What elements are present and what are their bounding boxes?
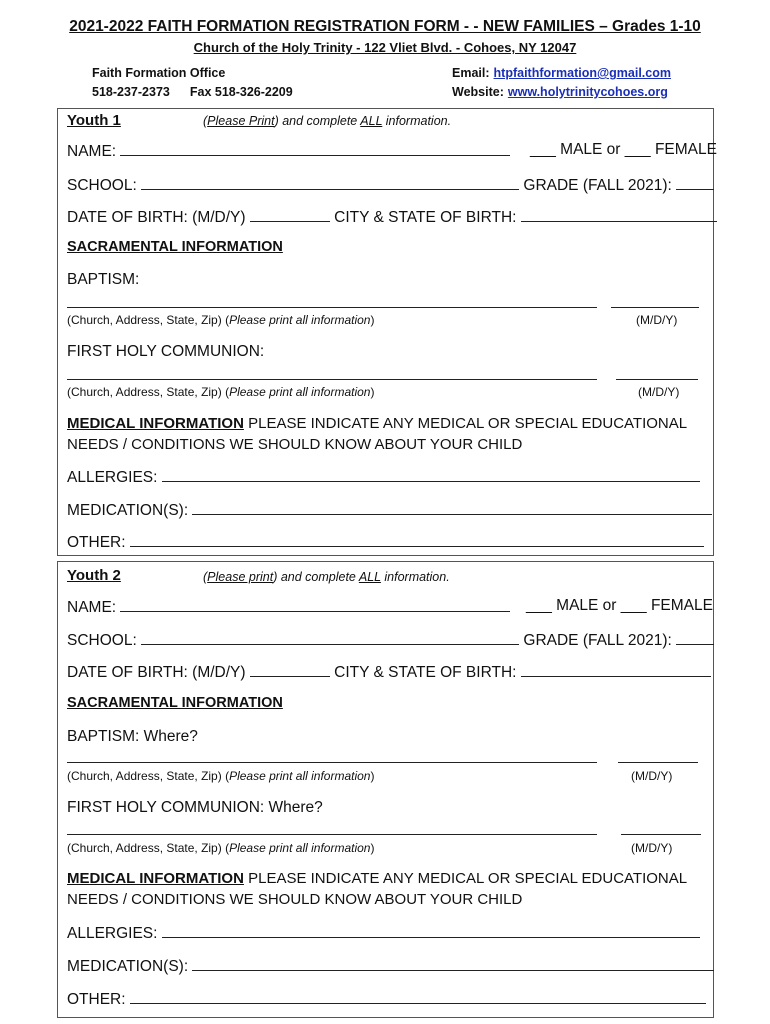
school-field[interactable] (141, 175, 519, 190)
gender-options[interactable]: ___ MALE or ___ FEMALE (526, 597, 713, 614)
communion-date-caption: (M/D/Y) (638, 385, 680, 399)
youth-2-print-note: (Please print) and complete ALL information. (203, 570, 450, 584)
medical-info: MEDICAL INFORMATION PLEASE INDICATE ANY MEDICAL OR SPECIAL EDUCATIONAL NEEDS / CONDITIONS WE SHOULD KNOW ABOUT YOUR CHILD (67, 870, 687, 908)
name-label: NAME: (67, 599, 117, 616)
allergies-field[interactable] (162, 923, 700, 938)
online-contact (452, 64, 671, 102)
youth-2-title: Youth 2 (67, 567, 121, 584)
baptism-label: BAPTISM: (67, 271, 140, 288)
name-label: NAME: (67, 143, 117, 160)
communion-date-field[interactable] (621, 834, 701, 835)
website-link[interactable]: www.holytrinitycohoes.org (507, 85, 668, 99)
communion-label: FIRST HOLY COMMUNION: (67, 343, 265, 360)
baptism-date-caption: (M/D/Y) (631, 769, 673, 783)
youth-1-print-note: (Please Print) and complete ALL information. (203, 114, 452, 128)
grade-label: GRADE (FALL 2021): (523, 177, 672, 194)
school-label: SCHOOL: (67, 632, 137, 649)
other-field[interactable] (130, 989, 706, 1004)
youth-1-title: Youth 1 (67, 112, 121, 129)
medical-info: MEDICAL INFORMATION PLEASE INDICATE ANY MEDICAL OR SPECIAL EDUCATIONAL NEEDS / CONDITIONS WE SHOULD KNOW ABOUT YOUR CHILD (67, 415, 687, 453)
church-address: Church of the Holy Trinity - 122 Vliet Blvd. - Cohoes, NY 12047 (193, 40, 577, 55)
form-title: 2021-2022 FAITH FORMATION REGISTRATION FORM - - NEW FAMILIES – Grades 1-10 (69, 18, 701, 35)
communion-caption: (Church, Address, State, Zip) (Please print all information) (67, 841, 375, 855)
communion-label: FIRST HOLY COMMUNION: Where? (67, 799, 323, 816)
communion-field[interactable] (67, 379, 597, 380)
dob-field[interactable] (250, 207, 330, 222)
baptism-date-field[interactable] (611, 307, 699, 308)
other-label: OTHER: (67, 534, 126, 551)
medication-row (67, 500, 704, 520)
other-row (67, 532, 704, 552)
allergies-row (67, 923, 704, 943)
medical-heading: MEDICAL INFORMATION (67, 870, 244, 887)
dob-field[interactable] (250, 662, 330, 677)
baptism-caption: (Church, Address, State, Zip) (Please print all information) (67, 313, 375, 327)
office-fax: Fax 518-326-2209 (189, 85, 293, 99)
communion-date-caption: (M/D/Y) (631, 841, 673, 855)
sacramental-heading: SACRAMENTAL INFORMATION (67, 695, 283, 711)
website-label: Website: (452, 85, 504, 99)
baptism-caption: (Church, Address, State, Zip) (Please print all information) (67, 769, 375, 783)
name-field[interactable] (120, 141, 510, 156)
medication-label: MEDICATION(S): (67, 958, 189, 975)
city-field[interactable] (521, 662, 711, 677)
medical-heading: MEDICAL INFORMATION (67, 415, 244, 432)
email-link[interactable]: htpfaithformation@gmail.com (493, 66, 671, 80)
baptism-field[interactable] (67, 307, 597, 308)
communion-date-field[interactable] (616, 379, 698, 380)
gender-options[interactable]: ___ MALE or ___ FEMALE (530, 141, 717, 158)
grade-field[interactable] (676, 630, 714, 645)
allergies-row (67, 467, 704, 487)
baptism-field[interactable] (67, 762, 597, 763)
school-field[interactable] (141, 630, 519, 645)
city-label: CITY & STATE OF BIRTH: (334, 664, 517, 681)
city-field[interactable] (521, 207, 717, 222)
medication-row (67, 956, 704, 976)
youth-2-section (57, 561, 714, 1018)
sacramental-heading: SACRAMENTAL INFORMATION (67, 239, 283, 255)
dob-label: DATE OF BIRTH: (M/D/Y) (67, 664, 246, 681)
medication-field[interactable] (192, 956, 714, 971)
dob-label: DATE OF BIRTH: (M/D/Y) (67, 209, 246, 226)
allergies-label: ALLERGIES: (67, 925, 158, 942)
office-contact (92, 64, 293, 102)
communion-caption: (Church, Address, State, Zip) (Please print all information) (67, 385, 375, 399)
communion-field[interactable] (67, 834, 597, 835)
youth-2-dob-row (67, 662, 704, 682)
youth-1-school-row (67, 175, 704, 195)
baptism-label: BAPTISM: Where? (67, 728, 198, 745)
school-label: SCHOOL: (67, 177, 137, 194)
grade-field[interactable] (676, 175, 714, 190)
other-label: OTHER: (67, 991, 126, 1008)
allergies-label: ALLERGIES: (67, 469, 158, 486)
name-field[interactable] (120, 597, 510, 612)
medication-field[interactable] (192, 500, 712, 515)
office-label: Faith Formation Office (92, 66, 226, 80)
allergies-field[interactable] (162, 467, 700, 482)
medication-label: MEDICATION(S): (67, 502, 189, 519)
email-label: Email: (452, 66, 490, 80)
youth-1-dob-row (67, 207, 704, 227)
city-label: CITY & STATE OF BIRTH: (334, 209, 517, 226)
grade-label: GRADE (FALL 2021): (523, 632, 672, 649)
baptism-date-caption: (M/D/Y) (636, 313, 678, 327)
other-field[interactable] (130, 532, 704, 547)
youth-1-section (57, 108, 717, 556)
other-row (67, 989, 704, 1009)
youth-2-school-row (67, 630, 704, 650)
baptism-date-field[interactable] (618, 762, 698, 763)
office-phone: 518-237-2373 (92, 85, 170, 99)
